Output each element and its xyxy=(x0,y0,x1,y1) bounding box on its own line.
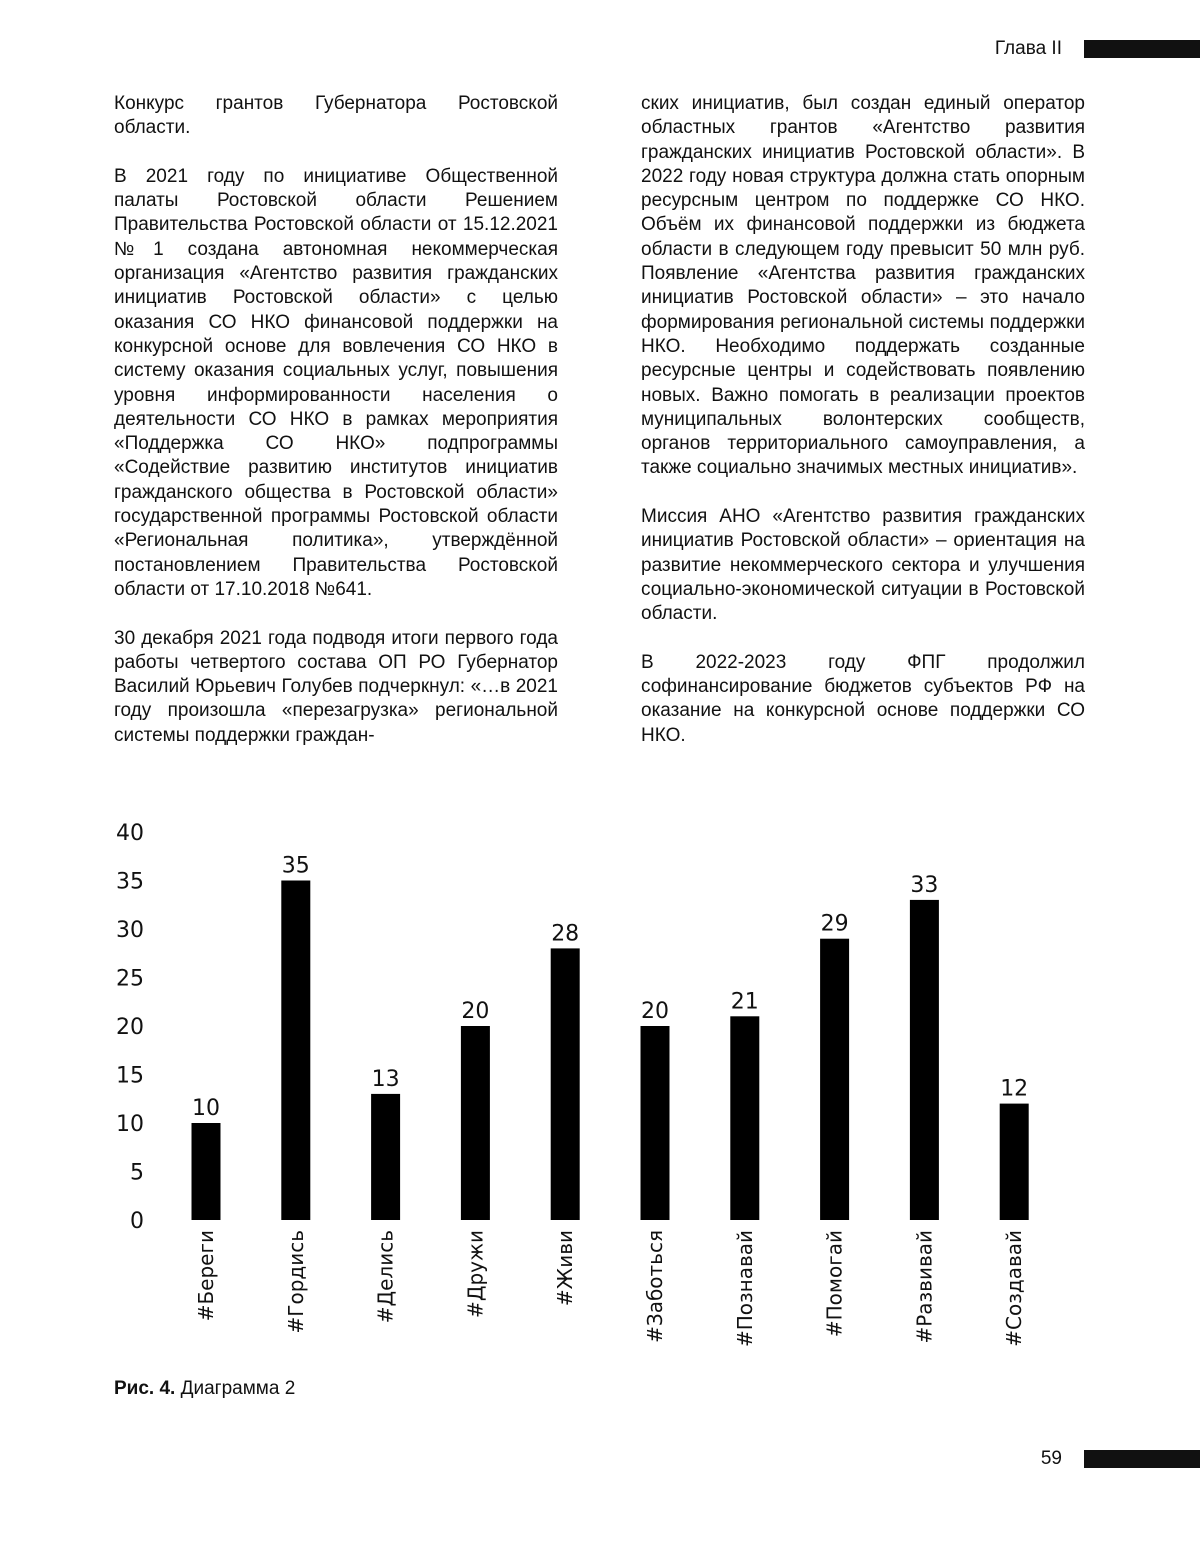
left-column xyxy=(114,92,558,772)
footer-bar xyxy=(1084,1450,1200,1468)
bar-value-label: 12 xyxy=(1000,1076,1029,1102)
x-category-label: #Познавай xyxy=(732,1230,757,1348)
x-category-label: #Делись xyxy=(373,1230,398,1324)
left-paragraph-1: Конкурс грантов Губернатора Ростовской области. xyxy=(114,93,558,139)
x-category-label: #Гордись xyxy=(283,1230,308,1334)
chapter-label: Глава II xyxy=(994,38,1062,59)
right-paragraph-3: В 2022-2023 году ФПГ продолжил софинансирование бюджетов субъектов РФ на оказание на конкурсной основе поддержки СО НКО. xyxy=(641,651,1085,746)
bar xyxy=(820,939,849,1220)
x-category-label: #Живи xyxy=(553,1230,578,1307)
bar-value-label: 20 xyxy=(641,999,669,1024)
bar-value-label: 35 xyxy=(281,853,310,879)
figure-caption xyxy=(114,1378,295,1400)
y-tick-label: 35 xyxy=(116,869,144,895)
bar xyxy=(641,1026,670,1220)
y-tick-label: 25 xyxy=(116,966,144,992)
left-paragraph-2: В 2021 году по инициативе Общественной палаты Ростовской области Решением Правительства Ростовской области от 15.12.2021 №1 создана автономная некоммерческая организация «Агентство развития гражданских инициатив Ростовской области» с целью оказания СО НКО финансовой поддержки на конкурсной основе для вовлечения СО НКО в систему оказания социальных услуг, повышения уровня информированности населения о деятельности СО НКО в рамках мероприятия «Поддержка СО НКО» подпрограммы «Содействие развитию институтов инициатив гражданского общества в Ростовской области» государственной программы Ростовской области «Региональная политика», утверждённой постановлением Правительства Ростовской области от 17.10.2018 №641. xyxy=(114,165,558,600)
right-paragraph-1: ских инициатив, был создан единый оператор областных грантов «Агентство развития гражданских инициатив Ростовской области». В 2022 году новая структура должна стать опорным ресурсным центром по поддержке СО НКО. Объём их финансовой поддержки из бюджета области в следующем году превысит 50 млн руб. Появление «Агентства развития гражданских инициатив Ростовской области» – это начало формирования региональной системы поддержки НКО. Необходимо поддержать созданные ресурсные центры и содействовать появлению новых. Важно помогать в реализации проектов муниципальных волонтерских сообществ, органов территориального самоуправления, а также социально значимых местных инициатив». xyxy=(641,93,1085,479)
x-category-label: #Развивай xyxy=(912,1230,937,1344)
bar-value-label: 28 xyxy=(551,921,580,947)
bar-value-label: 33 xyxy=(910,872,939,898)
header-bar xyxy=(1084,40,1200,58)
y-tick-label: 10 xyxy=(116,1112,144,1137)
bar xyxy=(1000,1104,1029,1220)
x-category-label: #Заботься xyxy=(643,1230,667,1343)
y-tick-label: 15 xyxy=(116,1063,144,1089)
bar xyxy=(461,1026,490,1220)
y-tick-label: 30 xyxy=(116,918,144,943)
bar-value-label: 29 xyxy=(820,911,849,937)
page-number: 59 xyxy=(1040,1448,1062,1469)
bar xyxy=(551,948,580,1220)
bar xyxy=(192,1123,221,1220)
bar-chart xyxy=(100,810,1080,1360)
bar-value-label: 20 xyxy=(461,999,490,1024)
bar-chart-svg xyxy=(100,810,1080,1360)
x-category-label: #Помогай xyxy=(822,1230,847,1338)
left-paragraph-3: 30 декабря 2021 года подводя итоги первого года работы четвертого состава ОП РО Губернатор Василий Юрьевич Голубев подчеркнул: «…в 2021 году произошла «перезагрузка» региональной системы поддержки граждан- xyxy=(114,627,558,746)
y-tick-label: 40 xyxy=(116,821,144,846)
bar xyxy=(371,1094,400,1220)
bar-value-label: 21 xyxy=(730,989,759,1015)
bar xyxy=(730,1016,759,1220)
y-tick-label: 20 xyxy=(116,1015,144,1040)
bar xyxy=(910,900,939,1220)
y-tick-label: 0 xyxy=(130,1209,144,1234)
bar-value-label: 13 xyxy=(371,1066,400,1092)
bar xyxy=(281,881,310,1221)
x-category-label: #Дружи xyxy=(463,1230,488,1318)
x-category-label: #Создавай xyxy=(1002,1230,1027,1347)
y-tick-label: 5 xyxy=(130,1160,144,1186)
x-category-label: #Береги xyxy=(194,1230,218,1322)
caption-text: Диаграмма 2 xyxy=(180,1378,296,1399)
right-column xyxy=(641,92,1085,772)
bar-value-label: 10 xyxy=(192,1096,220,1121)
right-paragraph-2: Миссия АНО «Агентство развития гражданских инициатив Ростовской области» – ориентация на развитие некоммерческого сектора и улучшения социально-экономической ситуации в Ростовской области. xyxy=(641,506,1085,625)
caption-label: Рис. 4. xyxy=(114,1378,176,1399)
